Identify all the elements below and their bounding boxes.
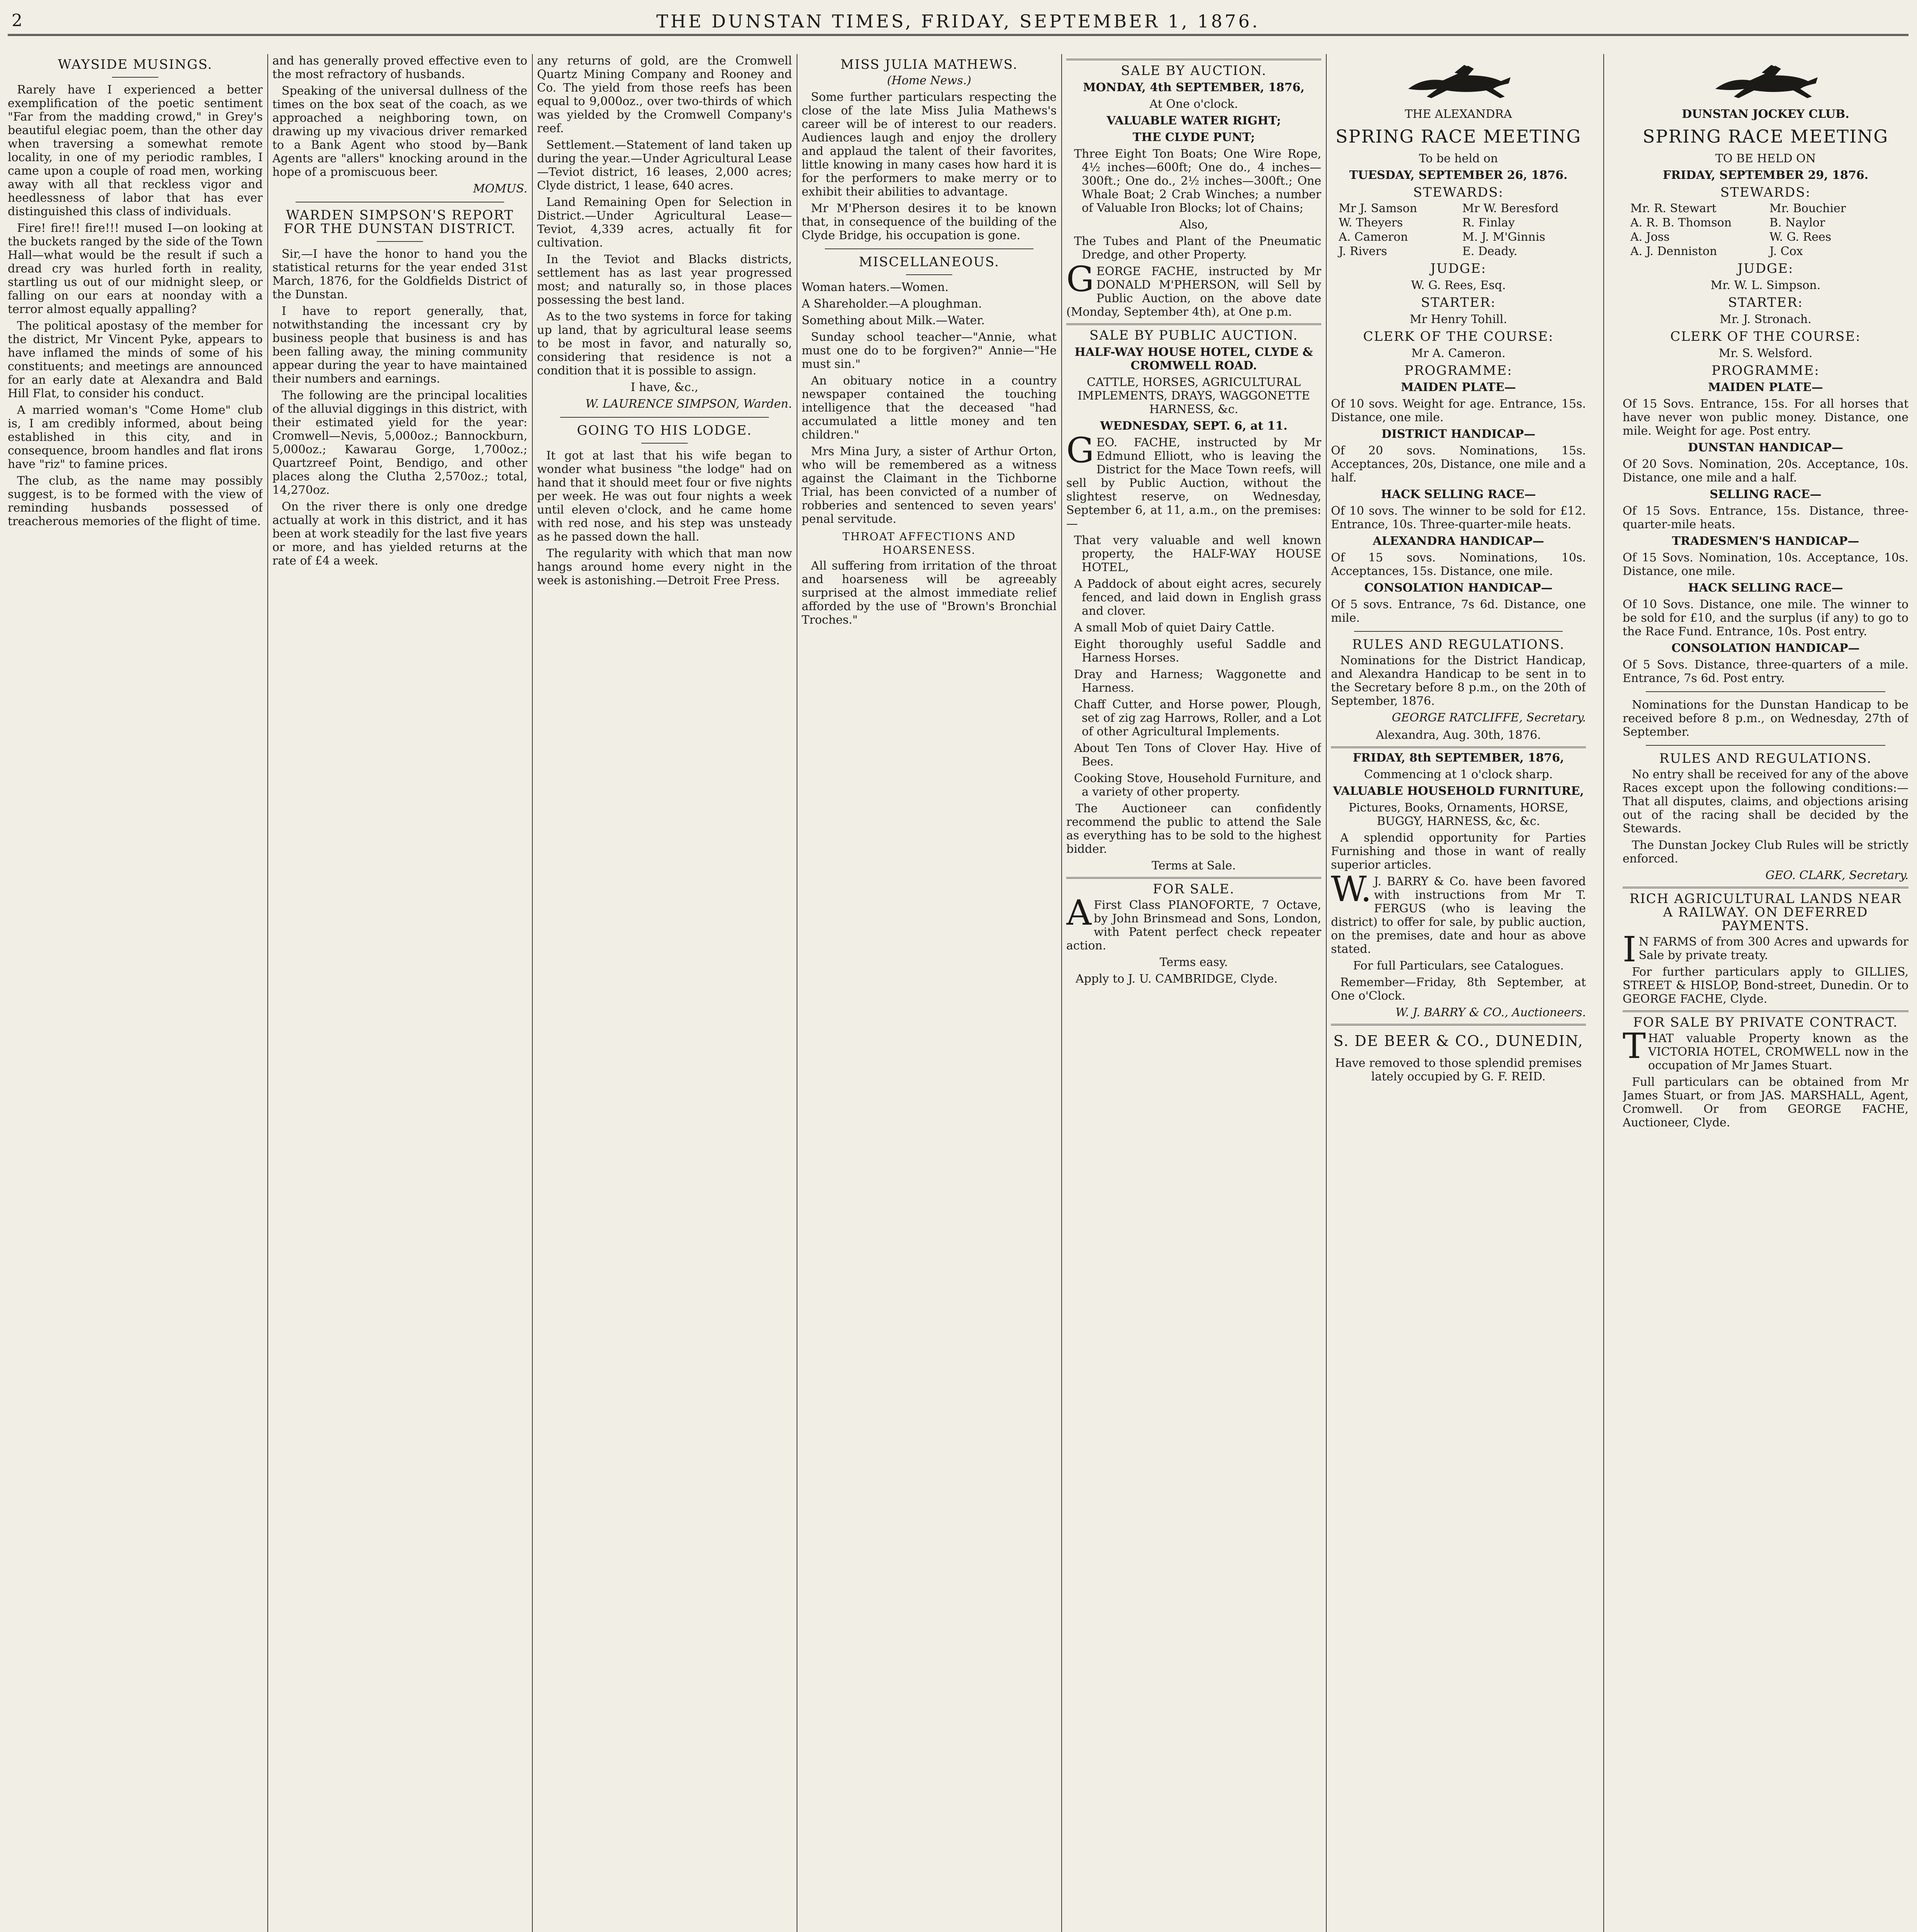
paragraph: On the river there is only one dredge actually at work in this district, and it has been at work steadily for the last five years or more, and has yielded returns at the rate of £4 a week. — [272, 500, 527, 568]
sale-time: Commencing at 1 o'clock sharp. — [1364, 768, 1553, 781]
paragraph: Land Remaining Open for Selection in District.—Under Agricultural Lease—Teviot, 4,339 acres, actually fit for cultivation. — [537, 196, 792, 250]
meeting-date: TUESDAY, SEPTEMBER 26, 1876. — [1349, 168, 1568, 182]
list-item: Sunday school teacher—"Annie, what must one do to be forgiven?" Annie—"He must sin." — [802, 330, 1057, 371]
sale-title: THE CLYDE PUNT; — [1132, 131, 1255, 144]
meeting-date: FRIDAY, SEPTEMBER 29, 1876. — [1662, 168, 1869, 182]
list-item: Woman haters.—Women. — [802, 281, 949, 294]
advert-heading: FOR SALE BY PRIVATE CONTRACT. — [1633, 1015, 1898, 1030]
sale-date: FRIDAY, 8th SEPTEMBER, 1876, — [1353, 751, 1564, 765]
divider — [1331, 1024, 1586, 1026]
steward: J. Rivers — [1339, 245, 1387, 258]
stewards-heading: STEWARDS: — [1413, 185, 1504, 200]
starter-heading: STARTER: — [1421, 295, 1496, 310]
steward: W. G. Rees — [1769, 230, 1832, 244]
rules-text: No entry shall be received for any of the above Races except upon the following conditions:—That all disputes, claims, and objections arising out of the racing shall be decided by the Stewards. — [1623, 768, 1909, 835]
meeting-title: SPRING RACE MEETING — [1642, 126, 1889, 147]
paragraph: The club, as the name may possibly suggest, is to be formed with the view of reminding husbands possessed of treacherous memories of the flight of time. — [8, 474, 263, 528]
rules-text: The Dunstan Jockey Club Rules will be strictly enforced. — [1623, 838, 1909, 866]
divider — [1646, 691, 1885, 692]
sale-title: VALUABLE WATER RIGHT; — [1106, 114, 1281, 128]
column-rule — [1603, 54, 1604, 1932]
sale-date: MONDAY, 4th SEPTEMBER, 1876, — [1083, 81, 1305, 94]
column-7 — [1623, 54, 1909, 1932]
steward: Mr W. Beresford — [1462, 202, 1559, 215]
programme-heading: PROGRAMME: — [1711, 363, 1820, 378]
race-desc: Of 5 sovs. Entrance, 7s 6d. Distance, one mile. — [1331, 598, 1586, 625]
list-item: Mrs Mina Jury, a sister of Arthur Orton, who will be remembered as a witness against the Claimant in the Tichborne Trial, has been convicted of a number of robberies and sentenced to seven years' penal servitude. — [802, 445, 1057, 526]
column-4 — [802, 54, 1057, 1932]
paragraph: For further particulars apply to GILLIES, STREET & HISLOP, Bond-street, Dunedin. Or to GEORGE FACHE, Clyde. — [1623, 965, 1909, 1006]
divider — [1331, 747, 1586, 748]
signature: W. J. BARRY & CO., Auctioneers. — [1395, 1006, 1586, 1019]
paragraph: IN FARMS of from 300 Acres and upwards for Sale by private treaty. — [1623, 929, 1909, 970]
divider — [641, 443, 688, 444]
race-desc: Of 10 sovs. The winner to be sold for £12. Entrance, 10s. Three-quarter-mile heats. — [1331, 504, 1586, 531]
divider — [1066, 877, 1321, 879]
paragraph: Mr M'Pherson desires it to be known that, in consequence of the building of the Clyde Bridge, his occupation is gone. — [802, 202, 1057, 242]
paragraph: For full Particulars, see Catalogues. — [1353, 959, 1564, 973]
meeting-held: TO BE HELD ON — [1715, 152, 1816, 165]
meeting-title: SPRING RACE MEETING — [1335, 126, 1582, 147]
race-desc: Of 20 sovs. Nominations, 15s. Acceptances, 20s, Distance, one mile and a half. — [1331, 444, 1586, 485]
stewards-list — [1623, 202, 1909, 258]
terms: Terms at Sale. — [1152, 859, 1236, 872]
racehorse-icon — [1400, 58, 1516, 104]
closing: I have, &c., — [631, 381, 698, 394]
paragraph: W.J. BARRY & Co. have been favored with instructions from Mr T. FERGUS (who is leaving the district) to offer for sale, by public auction, on the premises, date and hour as above stated. — [1331, 869, 1586, 956]
divider — [1354, 631, 1563, 632]
meeting-club: THE ALEXANDRA — [1405, 107, 1512, 121]
paragraph: and has generally proved effective even to the most refractory of husbands. — [272, 54, 527, 81]
paragraph: The regularity with which that man now hangs around home every night in the week is astonishing.—Detroit Free Press. — [537, 547, 792, 587]
advert-title: S. DE BEER & CO., DUNEDIN, — [1333, 1032, 1584, 1049]
race-name: DUNSTAN HANDICAP— — [1688, 441, 1843, 454]
divider — [906, 274, 952, 275]
sale-lot: Chaff Cutter, and Horse power, Plough, set of zig zag Harrows, Roller, and a Lot of other Agricultural Implements. — [1074, 698, 1321, 738]
advert-heading: THROAT AFFECTIONS AND HOARSENESS. — [842, 530, 1016, 556]
paragraph: The political apostasy of the member for the district, Mr Vincent Pyke, appears to have inflamed the minds of some of his constituents; and meetings are announced for an early date at Alexandra and Bald Hill Flat, to consider his conduct. — [8, 319, 263, 400]
stewards-list — [1331, 202, 1586, 258]
advert-text: All suffering from irritation of the throat and hoarseness will be agreeably surprised at the almost immediate relief afforded by the use of "Brown's Bronchial Troches." — [802, 559, 1057, 627]
race-desc: Of 20 Sovs. Nomination, 20s. Acceptance, 10s. Distance, one mile and a half. — [1623, 457, 1909, 485]
rules-heading: RULES AND REGULATIONS. — [1352, 637, 1565, 652]
steward: J. Cox — [1769, 245, 1803, 258]
paragraph: Apply to J. U. CAMBRIDGE, Clyde. — [1076, 972, 1278, 986]
steward: Mr. R. Stewart — [1630, 202, 1716, 215]
rules-text: Nominations for the District Handicap, and Alexandra Handicap to be sent in to the Secretary before 8 p.m., on the 20th of September, 1876. — [1331, 654, 1586, 708]
paragraph: GEO. FACHE, instructed by Mr Edmund Elliott, who is leaving the District for the Mace Town reefs, will sell by Public Auction, without the slightest reserve, on Wednesday, September 6, at 11, a.m., on the premises:— — [1066, 430, 1321, 531]
race-desc: Of 10 Sovs. Distance, one mile. The winner to be sold for £10, and the surplus (if any) to go to the Race Fund. Entrance, 10s. Post entry. — [1623, 598, 1909, 638]
sale-title: VALUABLE HOUSEHOLD FURNITURE, — [1333, 784, 1584, 798]
paragraph: The Auctioneer can confidently recommend the public to attend the Sale as everything has to be sold to the highest bidder. — [1066, 802, 1321, 856]
steward: A. Joss — [1630, 230, 1670, 244]
steward: B. Naylor — [1769, 216, 1825, 230]
paragraph: any returns of gold, are the Cromwell Quartz Mining Company and Rooney and Co. The yield from those reefs has been equal to 9,000oz., over two-thirds of which was yielded by the Cromwell Company's reef. — [537, 54, 792, 135]
sale-lot: That very valuable and well known property, the HALF-WAY HOUSE HOTEL, — [1074, 534, 1321, 574]
steward: A. R. B. Thomson — [1630, 216, 1732, 230]
sale-date: WEDNESDAY, SEPT. 6, at 11. — [1100, 419, 1288, 433]
clerk-name: Mr A. Cameron. — [1411, 347, 1506, 360]
steward: Mr. Bouchier — [1769, 202, 1846, 215]
race-desc: Of 10 sovs. Weight for age. Entrance, 15s. Distance, one mile. — [1331, 397, 1586, 424]
paragraph: Remember—Friday, 8th September, at One o'Clock. — [1331, 976, 1586, 1003]
paragraph: Speaking of the universal dullness of the times on the box seat of the coach, as we approached a neighboring town, on drawing up my vivacious driver remarked to a Bank Agent who stood by—Bank Agents are "allers" knocking around in the hope of a promiscuous beer. — [272, 84, 527, 179]
sale-lot: Cooking Stove, Household Furniture, and a variety of other property. — [1074, 772, 1321, 799]
sale-lot: A small Mob of quiet Dairy Cattle. — [1074, 621, 1275, 634]
meeting-club: DUNSTAN JOCKEY CLUB. — [1682, 107, 1849, 121]
also-label: Also, — [1179, 218, 1208, 231]
column-2 — [272, 54, 527, 1932]
rules-heading: RULES AND REGULATIONS. — [1659, 751, 1872, 766]
paragraph: The following are the principal localities of the alluvial diggings in this district, with their estimated yield for the year: Cromwell—Nevis, 5,000oz.; Bannockburn, 5,000oz.; Kawarau Gorge, 1,700oz.; Quartzreef Point, Bendigo, and other places along the Clutha 2,570oz.; total, 14,270oz. — [272, 389, 527, 497]
divider — [1066, 323, 1321, 325]
list-item: An obituary notice in a country newspaper contained the touching intelligence that the deceased "had accumulated a little money and ten children." — [802, 374, 1057, 442]
race-name: HACK SELLING RACE— — [1381, 488, 1536, 501]
column-rule — [1061, 54, 1062, 1932]
sale-items: Three Eight Ton Boats; One Wire Rope, 4½ inches—600ft; One do., 4 inches—300ft.; One do., 2½ inches—300ft.; One Whale Boat; 2 Crab Winches; a number of Valuable Iron Blocks; lot of Chains; — [1074, 147, 1321, 215]
article-heading: GOING TO HIS LODGE. — [577, 423, 752, 438]
starter-heading: STARTER: — [1728, 295, 1803, 310]
divider — [825, 248, 1033, 249]
signature-date: Alexandra, Aug. 30th, 1876. — [1376, 728, 1541, 742]
stewards-heading: STEWARDS: — [1720, 185, 1811, 200]
steward: Mr J. Samson — [1339, 202, 1417, 215]
signature: W. LAURENCE SIMPSON, Warden. — [585, 397, 792, 411]
divider — [1623, 887, 1909, 888]
advert-heading: SALE BY AUCTION. — [1121, 63, 1267, 78]
paragraph: Nominations for the Dunstan Handicap to be received before 8 p.m., on Wednesday, 27th of September. — [1623, 698, 1909, 739]
race-desc: Of 15 Sovs. Entrance, 15s. For all horses that have never won public money. Distance, one mile. Weight for age. Post entry. — [1623, 397, 1909, 438]
steward: M. J. M'Ginnis — [1462, 230, 1545, 244]
signature: MOMUS. — [473, 182, 527, 196]
paragraph: Rarely have I experienced a better exemplification of the poetic sentiment "Far from the madding crowd," in Grey's beautiful elegiac poem, than the other day when traversing a somewhat remote locality, in one of my periodic rambles, I came upon a couple of road men, working away with all that reckless vigor and heedlessness of labor that has ever distinguished this class of individuals. — [8, 83, 263, 218]
race-name: ALEXANDRA HANDICAP— — [1373, 534, 1544, 548]
race-name: CONSOLATION HANDICAP— — [1364, 581, 1553, 595]
sale-time: At One o'clock. — [1149, 97, 1238, 111]
starter-name: Mr Henry Tohill. — [1409, 313, 1507, 326]
judge-name: W. G. Rees, Esq. — [1411, 279, 1506, 292]
article-source: (Home News.) — [887, 74, 971, 87]
paragraph: It got at last that his wife began to wonder what business "the lodge" had on hand that it should meet four or five nights per week. He was out four nights a week until eleven o'clock, and he came home with red nose, and his step was unsteady as he passed down the hall. — [537, 449, 792, 544]
divider — [112, 77, 158, 78]
signature: GEO. CLARK, Secretary. — [1765, 869, 1909, 882]
steward: W. Theyers — [1339, 216, 1403, 230]
programme-heading: PROGRAMME: — [1404, 363, 1513, 378]
masthead-title: THE DUNSTAN TIMES, FRIDAY, SEPTEMBER 1, 1876. — [656, 11, 1260, 32]
list-item: Something about Milk.—Water. — [802, 314, 985, 327]
advert-heading: FOR SALE. — [1153, 881, 1235, 897]
divider — [1623, 1010, 1909, 1012]
sale-subtitle: Pictures, Books, Ornaments, HORSE, BUGGY, HARNESS, &c, &c. — [1348, 801, 1569, 828]
column-5 — [1066, 54, 1321, 1932]
advert-heading: RICH AGRICULTURAL LANDS NEAR A RAILWAY. ON DEFERRED PAYMENTS. — [1629, 891, 1902, 934]
column-3 — [537, 54, 792, 1932]
race-name: CONSOLATION HANDICAP— — [1671, 641, 1860, 655]
judge-name: Mr. W. L. Simpson. — [1710, 279, 1821, 292]
paragraph: Have removed to those splendid premises lately occupied by G. F. REID. — [1335, 1056, 1582, 1083]
column-rule — [532, 54, 533, 1932]
judge-heading: JUDGE: — [1430, 261, 1487, 276]
judge-heading: JUDGE: — [1737, 261, 1794, 276]
paragraph: As to the two systems in force for taking up land, that by agricultural lease seems to be most in favor, and naturally so, considering that residence is not a condition that it is possible to assign. — [537, 310, 792, 378]
paragraph: I have to report generally, that, notwithstanding the incessant cry by business people that business is and has been falling away, the mining community appear during the year to have maintained their numbers and earnings. — [272, 304, 527, 386]
sale-subtitle: CATTLE, HORSES, AGRICULTURAL IMPLEMENTS, DRAYS, WAGGONETTE HARNESS, &c. — [1077, 376, 1310, 416]
sale-items: The Tubes and Plant of the Pneumatic Dredge, and other Property. — [1074, 235, 1321, 262]
race-desc: Of 15 Sovs. Entrance, 15s. Distance, three-quarter-mile heats. — [1623, 504, 1909, 531]
terms: Terms easy. — [1159, 956, 1228, 969]
racehorse-icon — [1704, 58, 1827, 104]
masthead — [8, 7, 1909, 36]
meeting-held: To be held on — [1419, 152, 1498, 165]
sale-title: HALF-WAY HOUSE HOTEL, CLYDE & CROMWELL ROAD. — [1074, 345, 1313, 372]
paragraph: AFirst Class PIANOFORTE, 7 Octave, by John Brinsmead and Sons, London, with Patent perfect check repeater action. — [1066, 893, 1321, 952]
column-1 — [8, 54, 263, 1932]
signature: GEORGE RATCLIFFE, Secretary. — [1392, 711, 1586, 724]
paragraph: THAT valuable Property known as the VICTORIA HOTEL, CROMWELL now in the occupation of Mr James Stuart. — [1623, 1026, 1909, 1072]
race-name: MAIDEN PLATE— — [1401, 381, 1516, 394]
starter-name: Mr. J. Stronach. — [1720, 313, 1812, 326]
column-rule — [1326, 54, 1327, 1932]
column-rule — [267, 54, 268, 1932]
paragraph: Fire! fire!! fire!!! mused I—on looking at the buckets ranged by the side of the Town Hall—what would be the result if such a dread cry was hurled forth in reality, startling us out of our midnight sleep, or falling on our ears at noonday with a terror almost equally appalling? — [8, 221, 263, 316]
paragraph: Some further particulars respecting the close of the late Miss Julia Mathews's career will be of interest to our readers. Audiences laugh and enjoy the drollery and applaud the talent of their favorites, little knowing in many cases how hard it is for the performers to make merry or to exhibit their abilities to advantage. — [802, 90, 1057, 199]
race-name: HACK SELLING RACE— — [1688, 581, 1843, 595]
steward: E. Deady. — [1462, 245, 1518, 258]
divider — [560, 417, 769, 418]
paragraph: GEORGE FACHE, instructed by Mr DONALD M'PHERSON, will Sell by Public Auction, on the above date (Monday, September 4th), at One p.m. — [1066, 259, 1321, 319]
race-name: SELLING RACE— — [1710, 488, 1822, 501]
clerk-heading: CLERK OF THE COURSE: — [1670, 329, 1861, 344]
divider — [1066, 59, 1321, 60]
steward: R. Finlay — [1462, 216, 1515, 230]
clerk-name: Mr. S. Welsford. — [1718, 347, 1813, 360]
article-heading: WAYSIDE MUSINGS. — [58, 57, 213, 72]
advert-heading: SALE BY PUBLIC AUCTION. — [1089, 328, 1298, 343]
steward: A. Cameron — [1339, 230, 1408, 244]
article-heading: MISS JULIA MATHEWS. — [840, 57, 1018, 72]
article-heading: MISCELLANEOUS. — [858, 254, 1000, 270]
page-number: 2 — [12, 11, 22, 31]
race-name: MAIDEN PLATE— — [1708, 381, 1823, 394]
article-heading: WARDEN SIMPSON'S REPORT FOR THE DUNSTAN DISTRICT. — [284, 207, 516, 236]
divider — [1646, 745, 1885, 746]
paragraph: Full particulars can be obtained from Mr James Stuart, or from JAS. MARSHALL, Agent, Cromwell. Or from GEORGE FACHE, Auctioneer, Clyde. — [1623, 1075, 1909, 1129]
race-name: TRADESMEN'S HANDICAP— — [1672, 534, 1859, 548]
paragraph: Settlement.—Statement of land taken up during the year.—Under Agricultural Lease—Teviot district, 16 leases, 2,000 acres; Clyde district, 1 lease, 640 acres. — [537, 138, 792, 192]
race-desc: Of 15 Sovs. Nomination, 10s. Acceptance, 10s. Distance, one mile. — [1623, 551, 1909, 578]
paragraph: Sir,—I have the honor to hand you the statistical returns for the year ended 31st March, 1876, for the Goldfields District of the Dunstan. — [272, 247, 527, 301]
paragraph: A married woman's "Come Home" club is, I am credibly informed, about being established in this city, and in consequence, broom handles and flat irons have "riz" to famine prices. — [8, 403, 263, 471]
clerk-heading: CLERK OF THE COURSE: — [1363, 329, 1554, 344]
race-desc: Of 5 Sovs. Distance, three-quarters of a mile. Entrance, 7s 6d. Post entry. — [1623, 658, 1909, 685]
paragraph: A splendid opportunity for Parties Furnishing and those in want of really superior articles. — [1331, 831, 1586, 872]
column-6 — [1331, 54, 1586, 1932]
sale-lot: About Ten Tons of Clover Hay. Hive of Bees. — [1074, 742, 1321, 769]
sale-lot: A Paddock of about eight acres, securely fenced, and laid down in English grass and clover. — [1074, 577, 1321, 618]
steward: A. J. Denniston — [1630, 245, 1717, 258]
race-name: DISTRICT HANDICAP— — [1381, 427, 1536, 441]
race-desc: Of 15 sovs. Nominations, 10s. Acceptances, 15s. Distance, one mile. — [1331, 551, 1586, 578]
sale-lot: Eight thoroughly useful Saddle and Harness Horses. — [1074, 638, 1321, 665]
sale-lot: Dray and Harness; Waggonette and Harness. — [1074, 668, 1321, 695]
divider — [377, 241, 423, 242]
list-item: A Shareholder.—A ploughman. — [802, 297, 982, 311]
paragraph: In the Teviot and Blacks districts, settlement has as last year progressed most; and naturally so, in those places possessing the best land. — [537, 253, 792, 307]
